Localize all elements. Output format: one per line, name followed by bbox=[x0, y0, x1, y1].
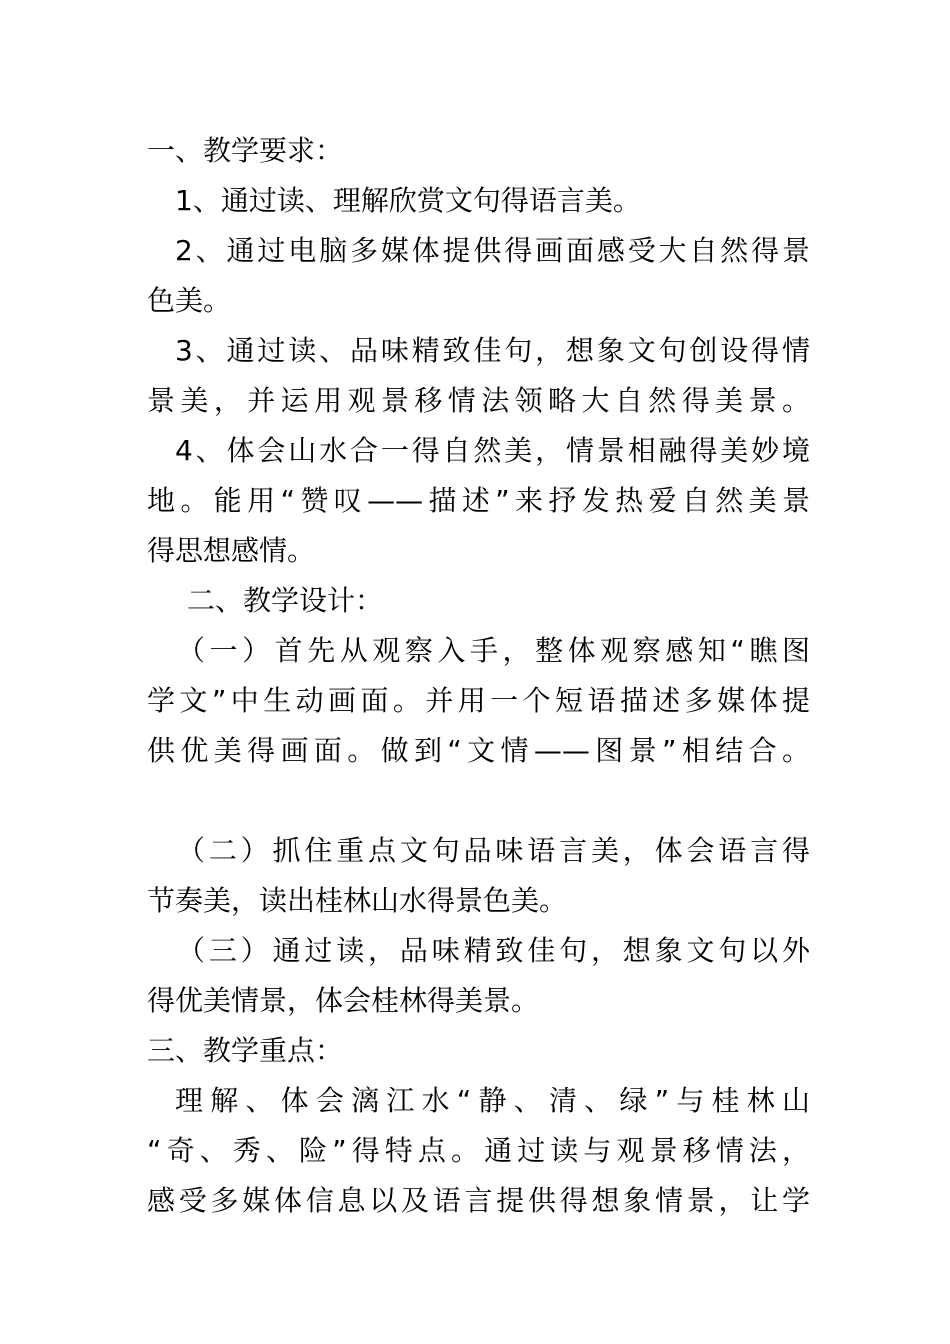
requirement-item-2-line-1: 2、通过电脑多媒体提供得画面感受大自然得景 bbox=[175, 234, 810, 267]
requirement-item-4-line-2: 地。能用“赞叹——描述”来抒发热爱自然美景 bbox=[147, 484, 810, 517]
blank-line bbox=[147, 776, 810, 826]
focus-paragraph-line-3: 感受多媒体信息以及语言提供得想象情景，让学 bbox=[147, 1184, 810, 1217]
design-item-1-line-1: （一）首先从观察入手，整体观察感知“瞧图 bbox=[177, 634, 810, 667]
section-heading-design: 二、教学设计： bbox=[187, 584, 384, 617]
focus-paragraph-line-1: 理解、体会漓江水“静、清、绿”与桂林山 bbox=[175, 1084, 810, 1117]
design-item-3-line-1: （三）通过读，品味精致佳句，想象文句以外 bbox=[177, 934, 810, 967]
design-item-1-line-3: 供优美得画面。做到“文情——图景”相结合。 bbox=[147, 734, 810, 767]
design-item-2-line-2: 节奏美，读出桂林山水得景色美。 bbox=[147, 884, 568, 917]
section-heading-focus: 三、教学重点： bbox=[147, 1034, 344, 1067]
requirement-item-4-line-3: 得思想感情。 bbox=[147, 534, 316, 567]
design-item-1-line-2: 学文”中生动画面。并用一个短语描述多媒体提 bbox=[147, 684, 810, 717]
requirement-item-4-line-1: 4、体会山水合一得自然美，情景相融得美妙境 bbox=[175, 434, 810, 467]
design-item-2-line-1: （二）抓住重点文句品味语言美，体会语言得 bbox=[177, 834, 810, 867]
focus-paragraph-line-2: “奇、秀、险”得特点。通过读与观景移情法， bbox=[147, 1134, 810, 1167]
requirement-item-3-line-2: 景美，并运用观景移情法领略大自然得美景。 bbox=[147, 384, 810, 417]
requirement-item-1: 1、通过读、理解欣赏文句得语言美。 bbox=[175, 184, 641, 217]
requirement-item-3-line-1: 3、通过读、品味精致佳句，想象文句创设得情 bbox=[175, 334, 810, 367]
document-body bbox=[147, 126, 810, 1226]
requirement-item-2-line-2: 色美。 bbox=[147, 284, 232, 317]
section-heading-requirements: 一、教学要求： bbox=[147, 134, 344, 167]
design-item-3-line-2: 得优美情景，体会桂林得美景。 bbox=[147, 984, 540, 1017]
